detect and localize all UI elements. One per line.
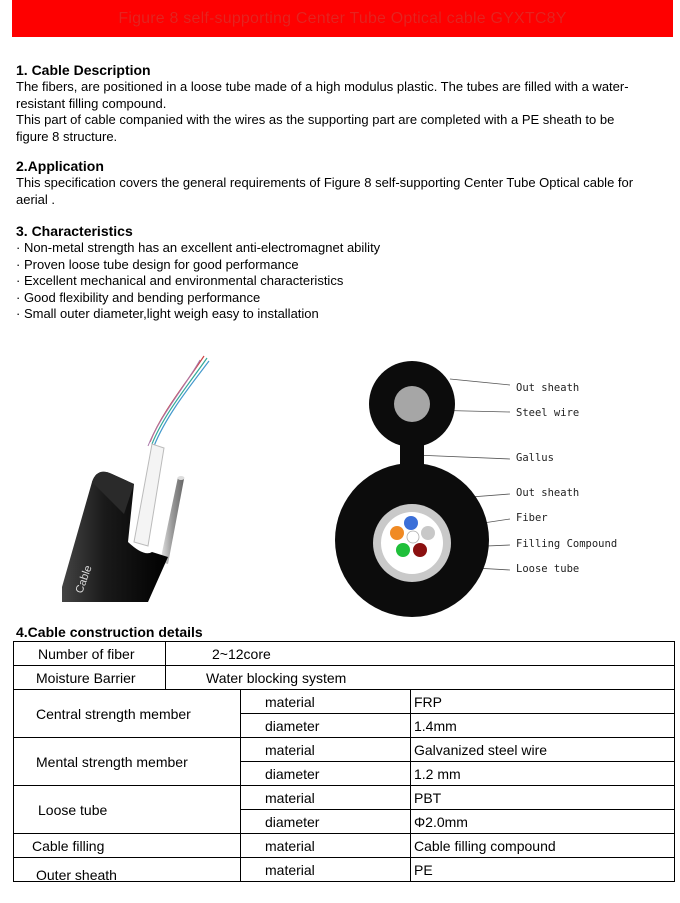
row-label: Moisture Barrier: [14, 666, 166, 690]
fiber-orange: [390, 526, 404, 540]
label-steel-wire: Steel wire: [516, 407, 580, 419]
cell-value: 1.2 mm: [411, 762, 675, 786]
label-loose-tube: Loose tube: [516, 563, 580, 575]
cell-value: PBT: [411, 786, 675, 810]
page-title: Figure 8 self-supporting Center Tube Optical cable GYXTC8Y: [118, 9, 567, 27]
paragraph-line: figure 8 structure.: [16, 128, 118, 144]
bullet-item: · Excellent mechanical and environmental characteristics: [16, 273, 344, 288]
cell-value: PE: [411, 858, 675, 882]
table-row: [14, 858, 675, 882]
fiber-blue: [404, 516, 418, 530]
cell-value: 1.4mm: [411, 714, 675, 738]
cell-key: diameter: [241, 714, 411, 738]
cell-value: Galvanized steel wire: [411, 738, 675, 762]
section-heading: 3. Characteristics: [16, 223, 133, 239]
cell-key: material: [241, 738, 411, 762]
section-characteristics: [16, 223, 666, 323]
paragraph-line: This specification covers the general requirements of Figure 8 self-supporting Center Tube Optical cable for: [16, 175, 634, 190]
cell-key: material: [241, 786, 411, 810]
paragraph-line: The fibers, are positioned in a loose tube made of a high modulus plastic. The tubes are filled with a water-: [16, 79, 629, 94]
cell-key: material: [241, 690, 411, 714]
row-label: Cable filling: [14, 834, 241, 858]
row-label: Central strength member: [14, 690, 241, 738]
table-row: [14, 666, 675, 690]
table-row: [14, 834, 675, 858]
cell-value: Φ2.0mm: [411, 810, 675, 834]
label-out-sheath-2: Out sheath: [516, 487, 580, 499]
cell-key: material: [241, 858, 411, 882]
row-label: Outer sheath: [14, 858, 241, 882]
row-label: Mental strength member: [14, 738, 241, 786]
steel-wire-core: [394, 386, 430, 422]
fiber-white: [407, 531, 419, 543]
cable-photo: [52, 352, 212, 602]
label-filling-compound: Filling Compound: [516, 538, 618, 550]
fiber-grey: [421, 526, 435, 540]
title-banner: [12, 0, 673, 37]
cell-key: diameter: [241, 762, 411, 786]
section-cable-description: [16, 62, 666, 145]
label-gallus: Gallus: [516, 452, 554, 464]
row-label: Number of fiber: [14, 642, 166, 666]
row-label: Loose tube: [14, 786, 241, 834]
paragraph-line: resistant filling compound.: [16, 95, 167, 111]
paragraph-line: This part of cable companied with the wires as the supporting part are completed with a PE sheath to be: [16, 112, 615, 127]
section-application: [16, 158, 666, 208]
cell-key: diameter: [241, 810, 411, 834]
label-fiber: Fiber: [516, 512, 548, 524]
table-row: [14, 642, 675, 666]
bullet-item: · Small outer diameter,light weigh easy to installation: [16, 306, 319, 321]
label-out-sheath: Out sheath: [516, 382, 580, 394]
table-row: [14, 786, 675, 810]
bullet-item: · Good flexibility and bending performance: [16, 289, 261, 305]
cell-value: FRP: [411, 690, 675, 714]
table-row: [14, 738, 675, 762]
section-heading: 2.Application: [16, 158, 104, 174]
table-row: [14, 690, 675, 714]
cable-print-text: Cable: [73, 563, 95, 596]
row-value: 2~12core: [166, 642, 675, 666]
paragraph-line: aerial .: [16, 191, 56, 207]
bullet-item: · Proven loose tube design for good performance: [16, 256, 299, 272]
bullet-item: · Non-metal strength has an excellent anti-electromagnet ability: [16, 240, 381, 255]
cross-section-diagram: [330, 352, 630, 622]
table-title: 4.Cable construction details: [16, 624, 203, 640]
cell-key: material: [241, 834, 411, 858]
section-heading: 1. Cable Description: [16, 62, 151, 78]
fiber-green: [396, 543, 410, 557]
cell-value: Cable filling compound: [411, 834, 675, 858]
fiber-red: [413, 543, 427, 557]
row-value: Water blocking system: [166, 666, 675, 690]
construction-table: [13, 641, 675, 882]
